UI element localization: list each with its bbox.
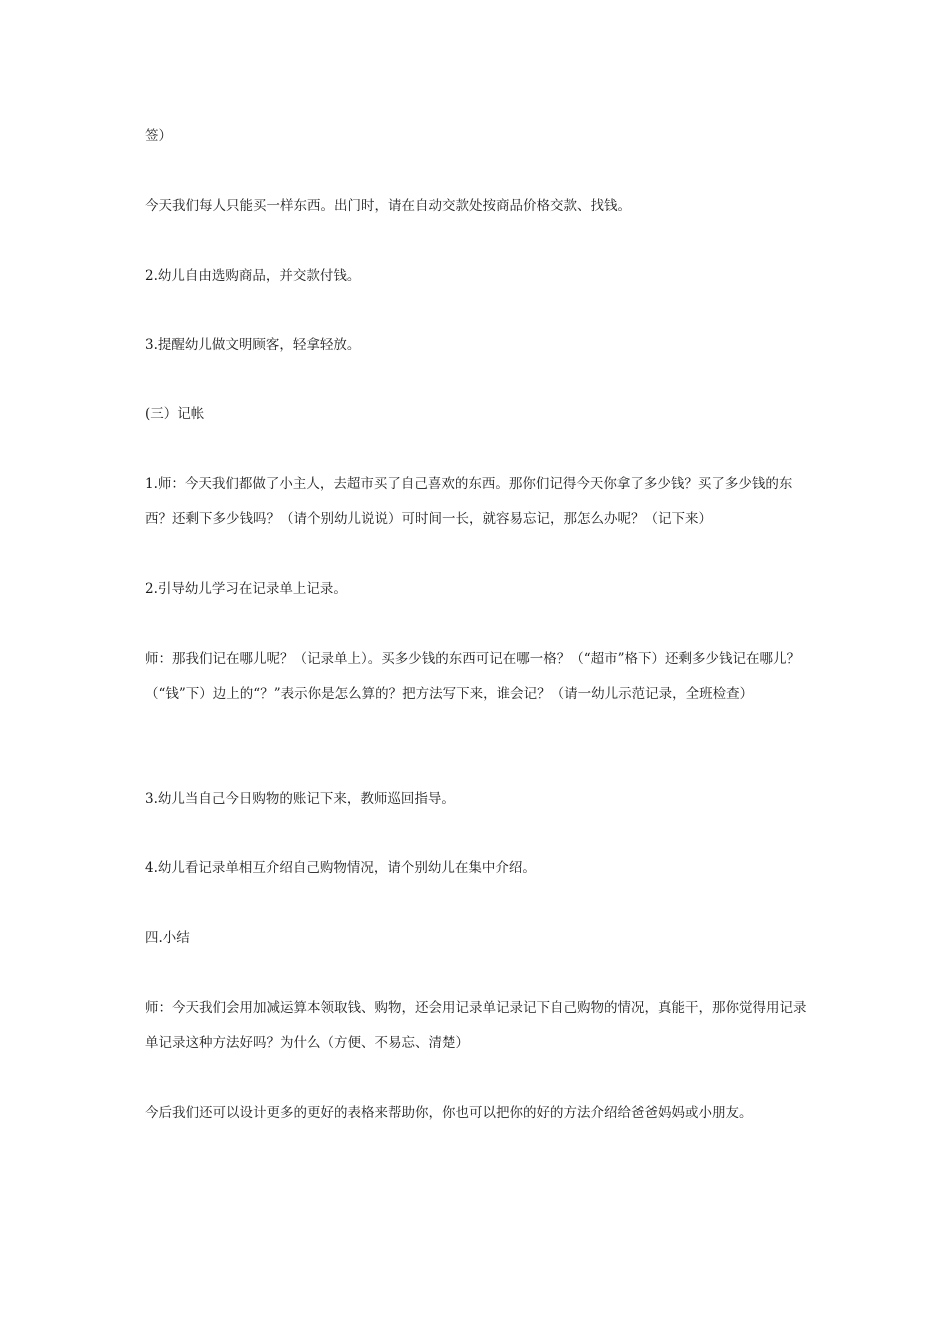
section-heading-bookkeeping: (三）记帐	[145, 406, 205, 422]
paragraph-summary-2: 今后我们还可以设计更多的更好的表格来帮助你，你也可以把你的好的方法介绍给爸爸妈妈或小朋友。	[145, 1105, 753, 1121]
paragraph-summary-1: 师：今天我们会用加减运算本领取钱、购物，还会用记录单记录记下自己购物的情况，真能干，那你觉得用记录单记录这种方法好吗？为什么（方便、不易忘、清楚）	[145, 1000, 807, 1051]
paragraph-bookkeeping-3: 3.幼儿当自己今日购物的账记下来，教师巡回指导。	[145, 791, 455, 807]
section-heading-summary: 四.小结	[145, 930, 190, 946]
paragraph-bookkeeping-2: 2.引导幼儿学习在记录单上记录。	[145, 581, 347, 597]
paragraph-bookkeeping-1: 1.师：今天我们都做了小主人，去超市买了自己喜欢的东西。那你们记得今天你拿了多少钱？买了多少钱的东西？还剩下多少钱吗？（请个别幼儿说说）可时间一长，就容易忘记，那怎么办呢？（记下来）	[145, 476, 793, 527]
paragraph-continuation: 签）	[145, 128, 172, 144]
paragraph-step-2: 2.幼儿自由选购商品，并交款付钱。	[145, 268, 361, 284]
paragraph-bookkeeping-4: 4.幼儿看记录单相互介绍自己购物情况，请个别幼儿在集中介绍。	[145, 860, 536, 876]
paragraph-instruction: 今天我们每人只能买一样东西。出门时，请在自动交款处按商品价格交款、找钱。	[145, 198, 631, 214]
paragraph-step-3: 3.提醒幼儿做文明顾客，轻拿轻放。	[145, 337, 361, 353]
paragraph-teacher-dialogue: 师：那我们记在哪儿呢？（记录单上）。买多少钱的东西可记在哪一格？（“超市”格下）还剩多少钱记在哪儿？（“钱”下）边上的“？”表示你是怎么算的？把方法写下来，谁会记？（请一幼儿示范记录，全班检查）	[145, 651, 801, 702]
